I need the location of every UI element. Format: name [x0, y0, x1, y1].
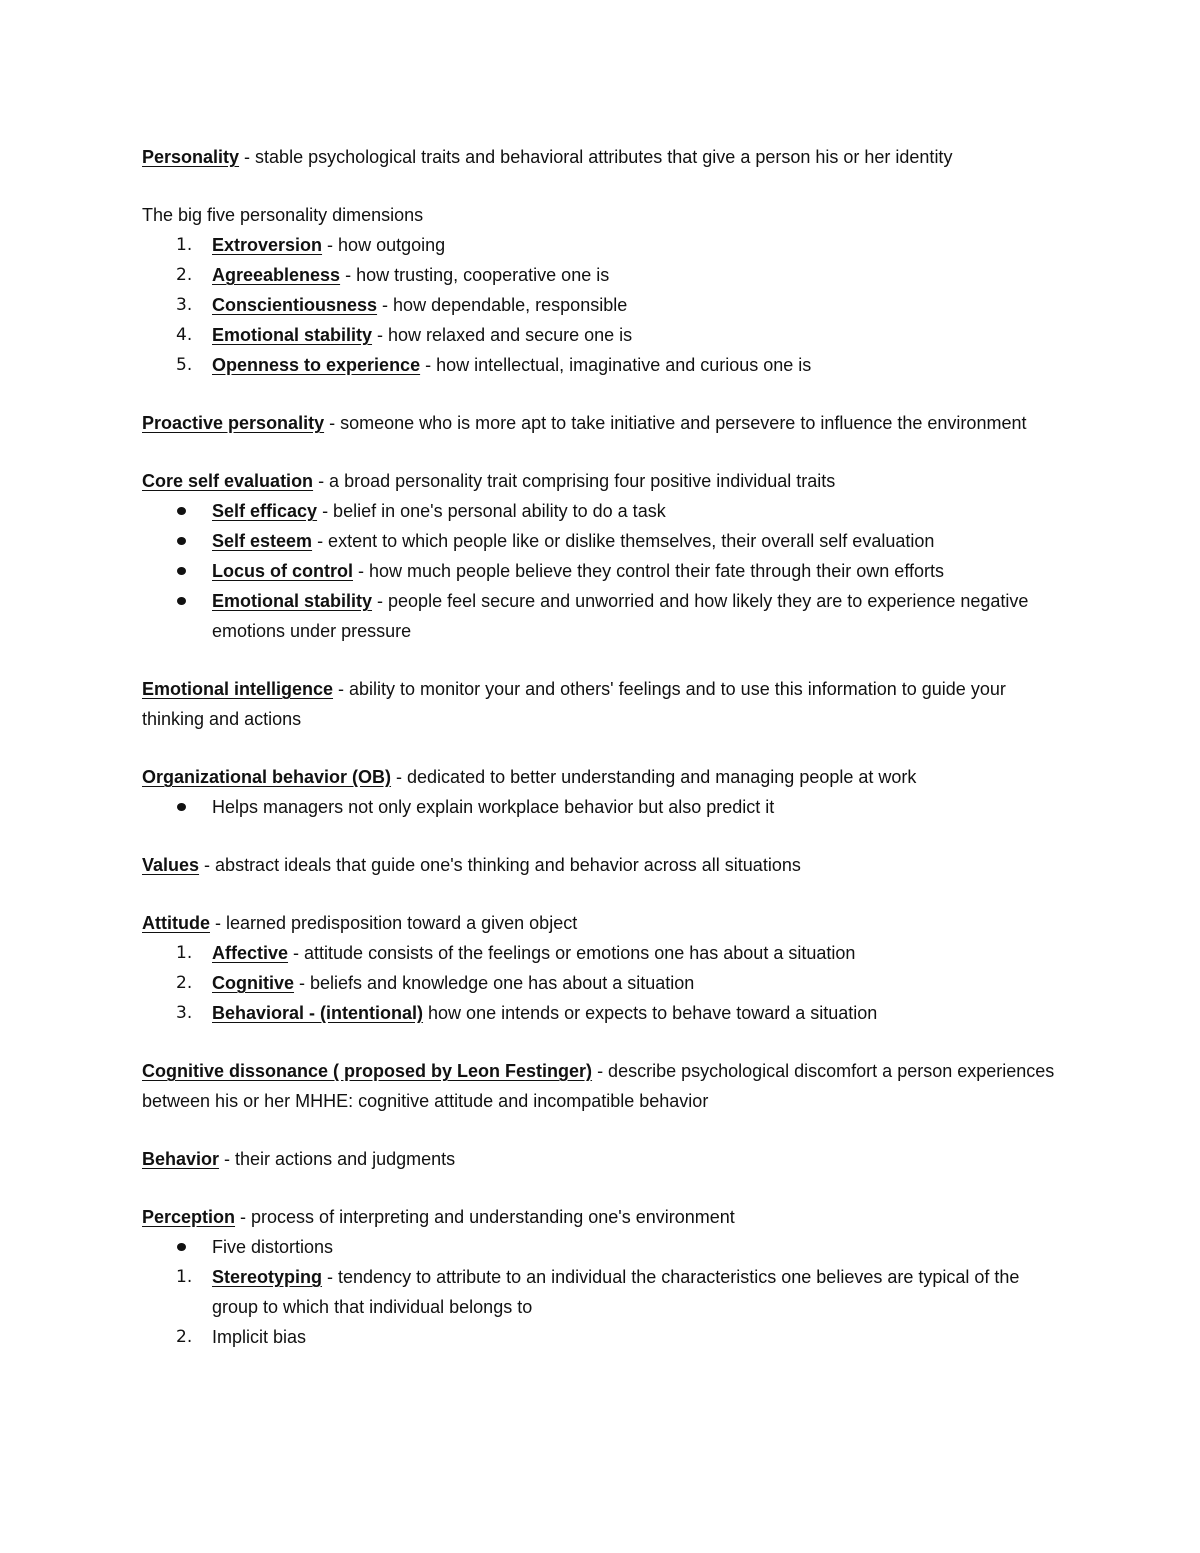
term-behavior: Behavior: [142, 1149, 220, 1169]
term-cognitive: Cognitive: [212, 973, 295, 993]
paragraph-behavior: [142, 1144, 1070, 1174]
definition: - people feel secure and unworried and how likely they are to experience negative emotions under pressure: [212, 591, 1029, 641]
bullet-text: Helps managers not only explain workplace behavior but also predict it: [212, 797, 775, 817]
definition-attitude: - learned predisposition toward a given object: [209, 913, 578, 933]
item-number: 5.: [176, 355, 193, 375]
definition: - extent to which people like or dislike themselves, their overall self evaluation: [312, 531, 935, 551]
bullet-icon: [177, 567, 186, 575]
item-number: 1.: [176, 943, 193, 963]
term-emotional-stability: Emotional stability: [212, 325, 373, 345]
term-openness: Openness to experience: [212, 355, 421, 375]
paragraph-emotional-intelligence: [142, 674, 1070, 734]
bullet-icon: [177, 597, 186, 605]
definition: - how much people believe they control their fate through their own efforts: [353, 561, 945, 581]
term-self-esteem: Self esteem: [212, 531, 313, 551]
bullet-icon: [177, 507, 186, 515]
term-agreeableness: Agreeableness: [212, 265, 341, 285]
definition: - beliefs and knowledge one has about a situation: [294, 973, 695, 993]
term-perception: Perception: [142, 1207, 236, 1227]
definition: - belief in one's personal ability to do a task: [317, 501, 666, 521]
term-locus-of-control: Locus of control: [212, 561, 353, 581]
bullet-icon: [177, 1243, 186, 1251]
term-emotional-intelligence: Emotional intelligence: [142, 679, 334, 699]
term-values: Values: [142, 855, 200, 875]
paragraph-cognitive-dissonance: [142, 1056, 1070, 1116]
item-number: 1.: [176, 1267, 193, 1287]
numbered-item: [142, 260, 1070, 290]
paragraph-attitude: [142, 908, 1070, 938]
numbered-item: [142, 998, 1070, 1028]
term-cognitive-dissonance: Cognitive dissonance ( proposed by Leon Festinger): [142, 1061, 593, 1081]
numbered-item: [142, 968, 1070, 998]
definition: - attitude consists of the feelings or emotions one has about a situation: [288, 943, 856, 963]
item-number: 2.: [176, 265, 193, 285]
definition-personality: - stable psychological traits and behavioral attributes that give a person his or her identity: [239, 147, 953, 167]
item-number: 4.: [176, 325, 193, 345]
definition-organizational-behavior: - dedicated to better understanding and managing people at work: [391, 767, 917, 787]
paragraph-proactive-personality: [142, 408, 1070, 438]
item-number: 1.: [176, 235, 193, 255]
definition-proactive-personality: - someone who is more apt to take initiative and persevere to influence the environment: [324, 413, 1027, 433]
term-conscientiousness: Conscientiousness: [212, 295, 378, 315]
numbered-item: [142, 1322, 1070, 1352]
bullet-item: [142, 1232, 1070, 1262]
numbered-item: [142, 938, 1070, 968]
bullet-item: [142, 556, 1070, 586]
term-personality: Personality: [142, 147, 240, 167]
definition: - how outgoing: [322, 235, 446, 255]
definition: how one intends or expects to behave toward a situation: [423, 1003, 878, 1023]
bullet-item: [142, 586, 1070, 646]
paragraph-core-self-evaluation: [142, 466, 1070, 496]
numbered-item: [142, 1262, 1070, 1322]
definition-core-self-evaluation: - a broad personality trait comprising four positive individual traits: [313, 471, 836, 491]
term-attitude: Attitude: [142, 913, 210, 933]
term-emotional-stability: Emotional stability: [212, 591, 373, 611]
definition-emotional-intelligence: - ability to monitor your and others' feelings and to use this information to guide your thinking and actions: [142, 679, 1006, 729]
item-text-implicit-bias: Implicit bias: [212, 1327, 307, 1347]
term-stereotyping: Stereotyping: [212, 1267, 323, 1287]
paragraph-perception: [142, 1202, 1070, 1232]
term-organizational-behavior: Organizational behavior (OB): [142, 767, 392, 787]
bullet-item: [142, 496, 1070, 526]
bullet-icon: [177, 537, 186, 545]
numbered-item: [142, 230, 1070, 260]
item-number: 2.: [176, 1327, 193, 1347]
numbered-item: [142, 320, 1070, 350]
definition-cognitive-dissonance: - describe psychological discomfort a person experiences between his or her MHHE: cognitive attitude and incompatible behavior: [142, 1061, 1055, 1111]
bullet-item: [142, 526, 1070, 556]
item-number: 3.: [176, 295, 193, 315]
definition-behavior: - their actions and judgments: [219, 1149, 456, 1169]
item-number: 2.: [176, 973, 193, 993]
definition: - how dependable, responsible: [377, 295, 628, 315]
definition-perception: - process of interpreting and understanding one's environment: [235, 1207, 735, 1227]
bullet-text: Five distortions: [212, 1237, 334, 1257]
term-affective: Affective: [212, 943, 289, 963]
term-behavioral: Behavioral - (intentional): [212, 1003, 424, 1023]
definition: - how intellectual, imaginative and curious one is: [420, 355, 812, 375]
big-five-heading: The big five personality dimensions: [142, 205, 424, 225]
definition-values: - abstract ideals that guide one's thinking and behavior across all situations: [199, 855, 801, 875]
numbered-item: [142, 350, 1070, 380]
definition: - how trusting, cooperative one is: [340, 265, 610, 285]
item-number: 3.: [176, 1003, 193, 1023]
term-proactive-personality: Proactive personality: [142, 413, 325, 433]
bullet-item: [142, 792, 1070, 822]
term-extroversion: Extroversion: [212, 235, 323, 255]
paragraph-values: [142, 850, 1070, 880]
paragraph-personality: [142, 142, 1070, 172]
definition: - tendency to attribute to an individual the characteristics one believes are typical of the group to which that individual belongs to: [212, 1267, 1020, 1317]
bullet-icon: [177, 803, 186, 811]
definition: - how relaxed and secure one is: [372, 325, 633, 345]
paragraph-organizational-behavior: [142, 762, 1070, 792]
term-self-efficacy: Self efficacy: [212, 501, 318, 521]
numbered-item: [142, 290, 1070, 320]
term-core-self-evaluation: Core self evaluation: [142, 471, 314, 491]
